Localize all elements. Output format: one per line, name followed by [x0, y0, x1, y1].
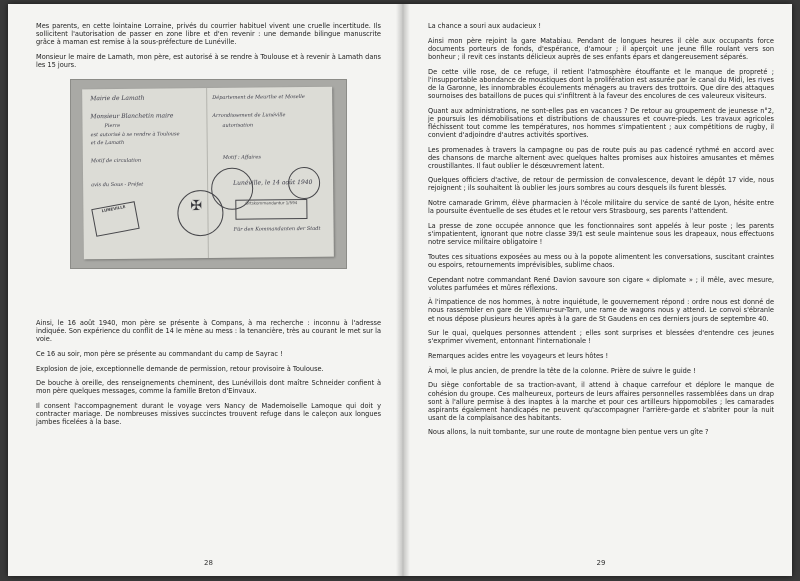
- document-handwriting: est autorisé à se rendre à Toulouse: [90, 131, 180, 139]
- right-paragraph: La chance a souri aux audacieux !: [428, 22, 542, 30]
- left-paragraph: Ce 16 au soir, mon père se présente au commandant du camp de Sayrac !: [36, 349, 283, 358]
- kommandantur-stamp: [235, 199, 307, 220]
- left-paragraph: Monsieur le maire de Lamath, mon père, est autorisé à se rendre à Toulouse et à revenir à Lamath dans les 15 jours.: [36, 52, 381, 69]
- authorization-document: [82, 87, 334, 260]
- right-paragraph: Remarques acides entre les voyageurs et leurs hôtes !: [428, 352, 609, 361]
- right-paragraph: Sur le quai, quelques personnes attendent ; elles sont surprises et blessées d'entendre ces jeunes s'exprimer vivement, entonnant l'internationale !: [428, 329, 774, 346]
- prefecture-stamp: [91, 201, 139, 237]
- left-paragraph: Ainsi, le 16 août 1940, mon père se présente à Compans, à ma recherche : inconnu à l'adresse indiquée. Son expérience du conflit de 14 le mène au mess : la tenancière, très au courant le met sur la voie.: [36, 319, 381, 344]
- document-handwriting: Département de Meurthe et Moselle: [212, 94, 305, 102]
- right-paragraph: Toutes ces situations exposées au mess ou à la popote alimentent les conversations, suscitant craintes ou espoirs, retournements imprévisibles, sublime chaos.: [428, 252, 774, 269]
- page-number: 28: [204, 558, 213, 567]
- document-handwriting: Motif de circulation: [90, 157, 142, 165]
- right-paragraph: Ainsi mon père rejoint la gare Matabiau. Pendant de longues heures il cèle aux occupants force documents porteurs de fonds, d'espérance, d'amour ; il aperçoit une jeune fille roulant vers son bonheur ; il revit ces instants délicieux auprès de ses enfants épars et dangereusement séparés.: [428, 36, 774, 61]
- right-paragraph: Du siège confortable de sa traction-avant, il attend à chaque carrefour et déplore le manque de cohésion du groupe. Ces malheureux, porteurs de leurs affaires personnelles rassemblées dans un drap sont à l'allure permise à des inaptes à la marche et pour ces artilleurs hippomobiles ; les camarades aspirants également handicapés ne peuvent qu'accompagner l'arrière-garde et s'abriter pour la nuit usant de la complaisance des habitants.: [428, 381, 774, 422]
- left-paragraph: Explosion de joie, exceptionnelle demande de permission, retour provisoire à Toulouse.: [36, 364, 324, 373]
- right-paragraph: À moi, le plus ancien, de prendre la tête de la colonne. Prière de suivre le guide !: [428, 366, 696, 375]
- document-handwriting: Pierre: [104, 122, 121, 130]
- left-paragraph: De bouche à oreille, des renseignements cheminent, des Lunévillois dont maître Schneider confient à mon père quelques messages, comme la famille Breton d'Einvaux.: [36, 379, 381, 396]
- left-paragraph: Il consent l'accompagnement durant le voyage vers Nancy de Mademoiselle Lamoque qui doit y contracter mariage. De nombreuses missives succinctes trouvent refuge dans le caleçon aux longues jambes ficelées à la base.: [36, 402, 381, 427]
- right-paragraph: Notre camarade Grimm, élève pharmacien à l'école militaire du service de santé de Lyon, hésite entre la poursuite éventuelle de ses études et le retour vers Strasbourg, ses parents l'attendent.: [428, 199, 774, 216]
- stamp-text: LUNEVILLE: [101, 204, 126, 214]
- right-paragraph: De cette ville rose, de ce refuge, il retient l'atmosphère étouffante et le manque de propreté ; l'insupportable abondance de moustiques dont la prolifération est assurée par le canal du Midi, les rives de la Garonne, les innombrables écoulements ménagers au travers des trottoirs. Que dire des attaques sournoises des bataillons de puces qui s'infiltrent à la faveur des encolures de ces valeureux visiteurs.: [428, 67, 774, 100]
- document-handwriting: et de Lamath: [90, 139, 125, 147]
- document-handwriting: autorisation: [222, 122, 254, 129]
- round-seal: [288, 167, 320, 199]
- document-handwriting: Mairie de Lamath: [90, 94, 145, 103]
- left-page: [36, 22, 381, 567]
- stamp-text: Ortskommandantur 1/594: [245, 200, 298, 206]
- left-paragraph: Mes parents, en cette lointaine Lorraine, privés du courrier habituel vivent une cruelle incertitude. Ils sollicitent l'autorisation de passer en zone libre et d'en revenir : une demande bilingue manuscrite grâce à maman est remise à la sous-préfecture de Lunéville.: [36, 22, 381, 47]
- right-paragraph: Quelques officiers d'active, de retour de permission de convalescence, devant le dépôt 17 vide, nous rejoignent ; ils souhaitent là oublier les jours sombres au cours desquels ils furent blessés.: [428, 176, 774, 193]
- eagle-icon: ✠: [190, 198, 203, 215]
- document-handwriting: avis du Sous - Préfet: [91, 181, 144, 189]
- document-photo: [70, 79, 347, 269]
- right-paragraph: Nous allons, la nuit tombante, sur une route de montagne bien pentue vers un gîte ?: [428, 428, 709, 437]
- document-handwriting: Für den Kommandanten der Stadt: [233, 225, 321, 233]
- document-handwriting: Motif : Affaires: [222, 154, 261, 161]
- right-page: [428, 22, 774, 567]
- document-handwriting: Monsieur Blanchetin maire: [90, 112, 174, 121]
- book-gutter: [396, 4, 410, 576]
- book-spread: [8, 4, 792, 576]
- right-paragraph: Les promenades à travers la campagne ou pas de route puis au pas cadencé rythmé en accord avec des chansons de marche alternent avec quelques haltes promises aux histoires amusantes et mêmes croustillantes. Il faut oublier le désœuvrement latent.: [428, 145, 774, 170]
- right-paragraph: Cependant notre commandant René Davion savoure son cigare « diplomate » ; il mêle, avec mesure, volutes parfumées et mûres réflexions.: [428, 275, 774, 292]
- right-paragraph: À l'impatience de nos hommes, à notre inquiétude, le gouvernement répond : ordre nous est donné de nous rassembler en gare de Villemur-sur-Tarn, une rame de wagons nous y attend. Le convoi s'ébranle et nous dépose plusieurs heures après à la gare de St Gaudens en ces derniers jours de septembre 40.: [428, 298, 774, 323]
- right-paragraph: Quant aux administrations, ne sont-elles pas en vacances ? De retour au groupement de jeunesse n°2, je poursuis les démobilisations et distributions de chaussures et couvre-pieds. Les travaux agricoles fléchissent tout comme les températures, nos hommes s'impatientent ; aux compétitions de rugby, il convient d'adjoindre d'autres activités sportives.: [428, 106, 774, 139]
- page-number: 29: [596, 558, 606, 567]
- right-paragraph: La presse de zone occupée annonce que les fonctionnaires sont appelés à leur poste ; les parents s'impatientent, ignorant que notre classe 39/1 est seule maintenue sous les drapeaux, nous effectuons notre service militaire obligatoire !: [428, 221, 774, 247]
- document-handwriting: Arrondissement de Lunéville: [212, 112, 286, 120]
- document-handwriting: Lunéville, le 14 août 1940: [233, 178, 313, 187]
